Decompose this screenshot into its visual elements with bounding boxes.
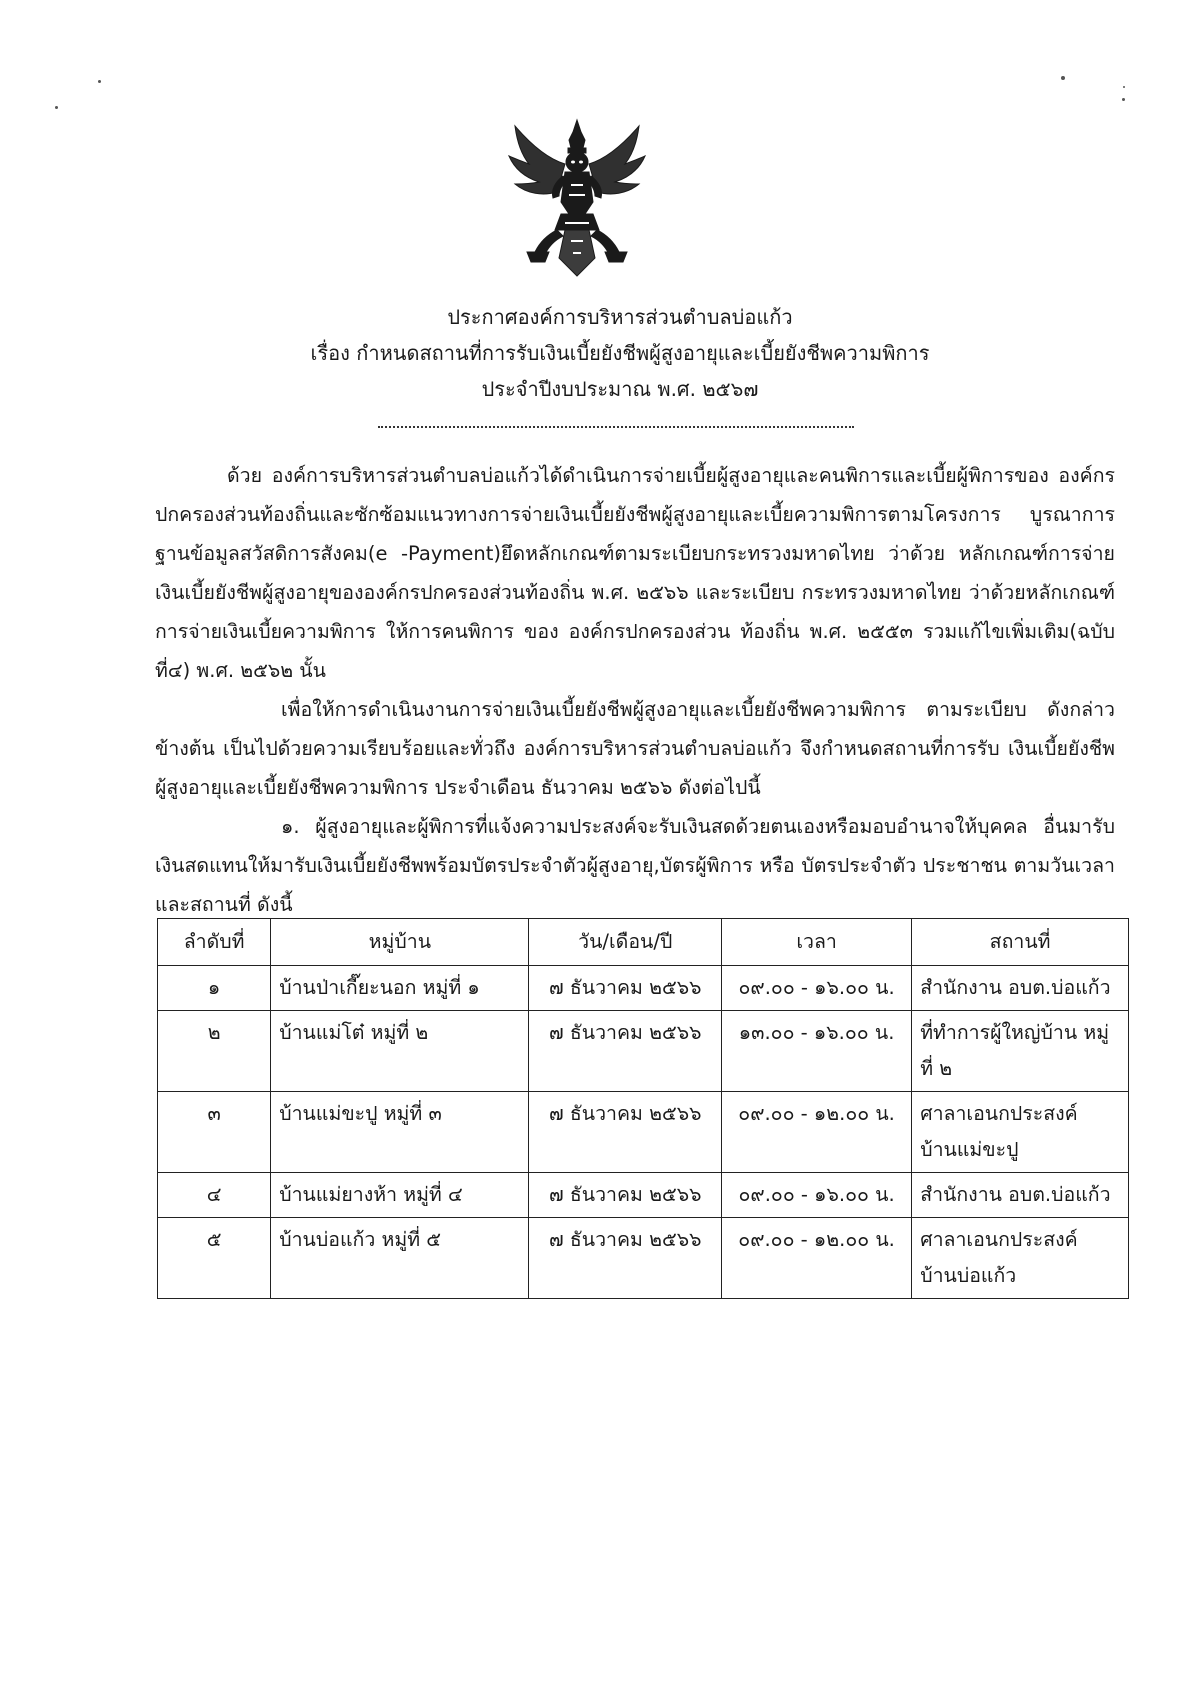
payment-schedule-table: [157, 918, 1129, 1299]
cell-village: บ้านบ่อแก้ว หมู่ที่ ๕: [271, 1218, 529, 1299]
cell-order: ๑: [158, 966, 271, 1011]
column-header-village: หมู่บ้าน: [271, 919, 529, 966]
table-row: [158, 966, 1129, 1011]
cell-date: ๗ ธันวาคม ๒๕๖๖: [529, 1011, 722, 1092]
paragraph-preamble: ด้วย องค์การบริหารส่วนตำบลบ่อแก้วได้ดำเนินการจ่ายเบี้ยผู้สูงอายุและคนพิการและเบี้ยผู้พิการของ องค์กรปกครองส่วนท้องถิ่นและซักซ้อมแนวทางการจ่ายเงินเบี้ยยังชีพผู้สูงอายุและเบี้ยความพิการตามโครงการ บูรณาการฐานข้อมูลสวัสดิการสังคม(e -Payment)ยึดหลักเกณฑ์ตามระเบียบกระทรวงมหาดไทย ว่าด้วย หลักเกณฑ์การจ่ายเงินเบี้ยยังชีพผู้สูงอายุขององค์กรปกครองส่วนท้องถิ่น พ.ศ. ๒๕๖๖ และระเบียบ กระทรวงมหาดไทย ว่าด้วยหลักเกณฑ์การจ่ายเงินเบี้ยความพิการ ให้การคนพิการ ของ องค์กรปกครองส่วน ท้องถิ่น พ.ศ. ๒๕๕๓ รวมแก้ไขเพิ่มเติม(ฉบับที่๔) พ.ศ. ๒๕๖๒ นั้น: [155, 464, 1115, 682]
cell-time: ๐๙.๐๐ - ๑๖.๐๐ น.: [722, 1173, 912, 1218]
table-row: [158, 1173, 1129, 1218]
cell-place: ศาลาเอนกประสงค์ บ้านบ่อแก้ว: [912, 1218, 1129, 1299]
cell-village: บ้านแม่ยางห้า หมู่ที่ ๔: [271, 1173, 529, 1218]
table-header-row: [158, 919, 1129, 966]
scan-speck: [1122, 98, 1125, 101]
cell-date: ๗ ธันวาคม ๒๕๖๖: [529, 966, 722, 1011]
paragraph-purpose: เพื่อให้การดำเนินงานการจ่ายเงินเบี้ยยังชีพผู้สูงอายุและเบี้ยยังชีพความพิการ ตามระเบียบ ดังกล่าวข้างต้น เป็นไปด้วยความเรียบร้อยและทั่วถึง องค์การบริหารส่วนตำบลบ่อแก้ว จึงกำหนดสถานที่การรับ เงินเบี้ยยังชีพผู้สูงอายุและเบี้ยยังชีพความพิการ ประจำเดือน ธันวาคม ๒๕๖๖ ดังต่อไปนี้: [155, 698, 1115, 799]
announcement-fiscal-year: ประจำปีงบประมาณ พ.ศ. ๒๕๖๗: [481, 377, 759, 401]
cell-time: ๐๙.๐๐ - ๑๖.๐๐ น.: [722, 966, 912, 1011]
announcement-issuer: ประกาศองค์การบริหารส่วนตำบลบ่อแก้ว: [447, 305, 793, 329]
announcement-body: [155, 456, 1115, 924]
column-header-place: สถานที่: [912, 919, 1129, 966]
cell-place: ที่ทำการผู้ใหญ่บ้าน หมู่ที่ ๒: [912, 1011, 1129, 1092]
column-header-time: เวลา: [722, 919, 912, 966]
cell-village: บ้านป่าเกี๊ยะนอก หมู่ที่ ๑: [271, 966, 529, 1011]
cell-time: ๐๙.๐๐ - ๑๒.๐๐ น.: [722, 1218, 912, 1299]
cell-time: ๐๙.๐๐ - ๑๒.๐๐ น.: [722, 1092, 912, 1173]
cell-place: สำนักงาน อบต.บ่อแก้ว: [912, 966, 1129, 1011]
table-row: [158, 1011, 1129, 1092]
cell-village: บ้านแม่โต๋ หมู่ที่ ๒: [271, 1011, 529, 1092]
scan-speck: [98, 80, 101, 83]
paragraph-item-1: ๑. ผู้สูงอายุและผู้พิการที่แจ้งความประสงค์จะรับเงินสดด้วยตนเองหรือมอบอำนาจให้บุคคล อื่นมารับเงินสดแทนให้มารับเงินเบี้ยยังชีพพร้อมบัตรประจำตัวผู้สูงอายุ,บัตรผู้พิการ หรือ บัตรประจำตัว ประชาชน ตามวันเวลา และสถานที่ ดังนี้: [155, 815, 1115, 916]
scan-speck: [55, 106, 58, 109]
column-header-date: วัน/เดือน/ปี: [529, 919, 722, 966]
table-row: [158, 1092, 1129, 1173]
cell-order: ๓: [158, 1092, 271, 1173]
cell-order: ๒: [158, 1011, 271, 1092]
cell-order: ๕: [158, 1218, 271, 1299]
cell-date: ๗ ธันวาคม ๒๕๖๖: [529, 1218, 722, 1299]
column-header-order: ลำดับที่: [158, 919, 271, 966]
cell-date: ๗ ธันวาคม ๒๕๖๖: [529, 1092, 722, 1173]
cell-place: สำนักงาน อบต.บ่อแก้ว: [912, 1173, 1129, 1218]
cell-date: ๗ ธันวาคม ๒๕๖๖: [529, 1173, 722, 1218]
scan-speck: [1061, 76, 1065, 80]
cell-order: ๔: [158, 1173, 271, 1218]
scan-speck: [1123, 86, 1125, 88]
cell-village: บ้านแม่ขะปู หมู่ที่ ๓: [271, 1092, 529, 1173]
cell-time: ๑๓.๐๐ - ๑๖.๐๐ น.: [722, 1011, 912, 1092]
heading-divider: [378, 426, 854, 428]
table-row: [158, 1218, 1129, 1299]
cell-place: ศาลาเอนกประสงค์ บ้านแม่ขะปู: [912, 1092, 1129, 1173]
announcement-subject: เรื่อง กำหนดสถานที่การรับเงินเบี้ยยังชีพผู้สูงอายุและเบี้ยยังชีพความพิการ: [310, 341, 930, 365]
garuda-emblem-icon: [505, 118, 650, 278]
